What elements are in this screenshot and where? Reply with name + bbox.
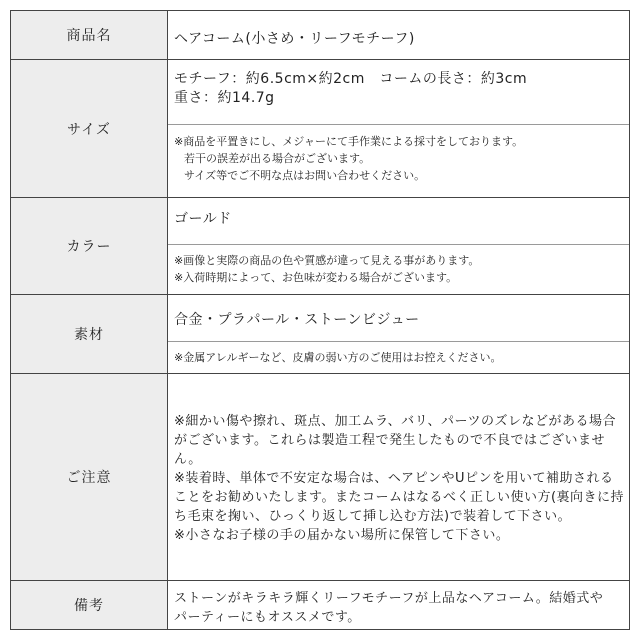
row-size [11, 60, 629, 198]
row-caution [11, 374, 629, 581]
label-material: 素材 [11, 295, 168, 373]
material-notes: ※金属アレルギーなど、皮膚の弱い方のご使用はお控えください。 [168, 341, 629, 373]
product-spec-table [10, 10, 630, 630]
remarks-text: ストーンがキラキラ輝くリーフモチーフが上品なヘアコーム。結婚式や パーティーにもオススメです。 [174, 591, 604, 625]
row-material [11, 295, 629, 374]
caution-text: ※細かい傷や擦れ、斑点、加工ムラ、バリ、パーツのズレなどがある場合 がございます。これらは製造工程で発生したもので不良ではございませ ん。 ※装着時、単体で不安定な場合は、ヘアピンやUピンを用いて補助される ことをお勧めいたします。またコームはなるべく正しい使い方(裏向きに持 ち毛束を掬い、ひっくり返して挿し込む方法)で装着して下さい。 ※小さなお子様の手の届かない場所に保管して下さい。 [174, 414, 625, 543]
row-product-name [11, 11, 629, 60]
label-color: カラー [11, 198, 168, 294]
label-product-name: 商品名 [11, 11, 168, 59]
label-caution: ご注意 [11, 374, 168, 580]
row-color [11, 198, 629, 295]
label-size: サイズ [11, 60, 168, 197]
label-remarks: 備考 [11, 581, 168, 629]
product-name-value: ヘアコーム(小さめ・リーフモチーフ) [174, 31, 415, 47]
size-notes: ※商品を平置きにし、メジャーにて手作業による採寸をしております。 若干の誤差が出る場合がございます。 サイズ等でご不明な点はお問い合わせください。 [168, 124, 629, 197]
material-value: 合金・プラパール・ストーンビジュー [174, 312, 420, 328]
size-value: モチーフ：約6.5cm×約2cm コームの長さ：約3cm 重さ：約14.7g [174, 71, 528, 106]
row-remarks [11, 581, 629, 629]
color-value: ゴールド [174, 211, 232, 227]
color-notes: ※画像と実際の商品の色や質感が違って見える事があります。 ※入荷時期によって、お色味が変わる場合がございます。 [168, 244, 629, 294]
